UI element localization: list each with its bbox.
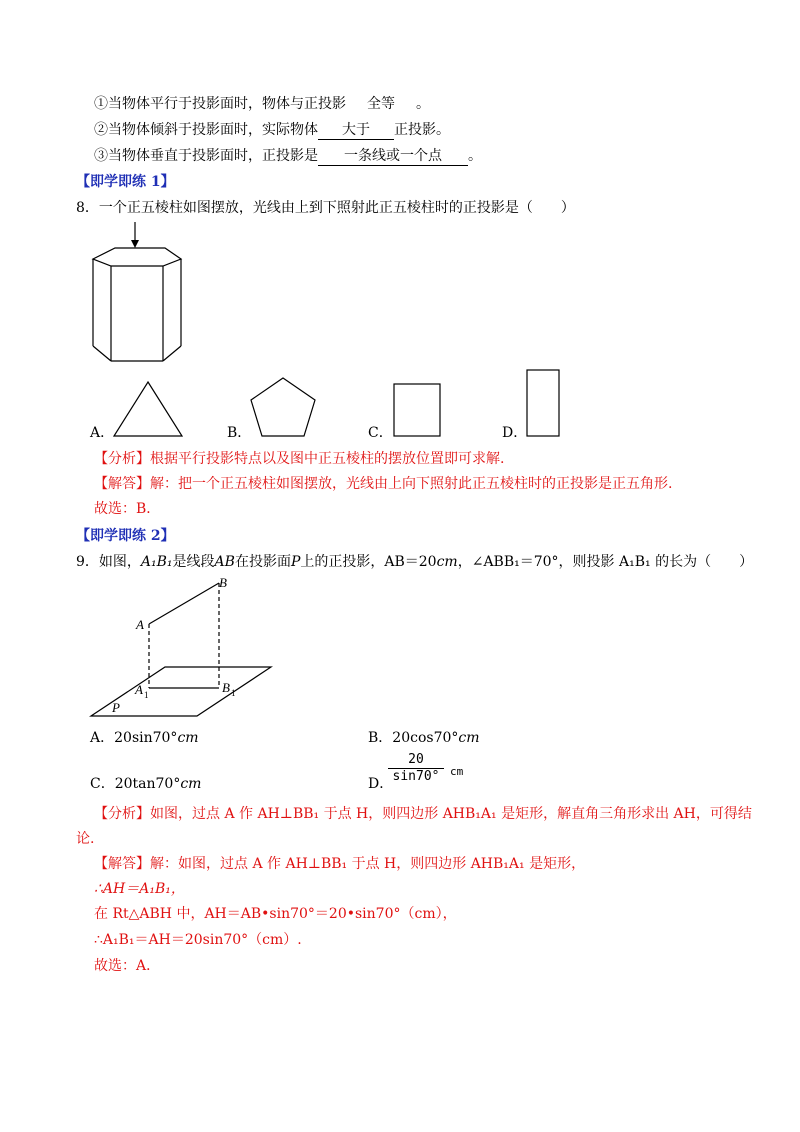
label-a: A [136, 617, 144, 632]
analysis-8: 【分析】根据平行投影特点以及图中正五棱柱的摆放位置即可求解. [94, 451, 505, 467]
fact-perpendicular: ③当物体垂直于投影面时，正投影是 一条线或一个点 。 [94, 148, 482, 164]
step-9-1: ∴AH＝A₁B₁， [94, 881, 185, 897]
step-9-3: ∴A₁B₁＝AH＝20sin70°（cm）. [94, 932, 302, 948]
option-9b: B．20cos70°cm [368, 730, 480, 746]
solution-9: 【解答】解：如图，过点 A 作 AH⊥BB₁ 于点 H，则四边形 AHB₁A₁ 是矩形， [94, 856, 586, 872]
answer-9: 故选：A． [94, 958, 161, 974]
practice-2-heading: 【即学即练 2】 [76, 528, 175, 544]
fraction-denominator: sin70° [392, 769, 440, 784]
option-b-pentagon [248, 376, 318, 440]
answer-8: 故选：B． [94, 501, 161, 517]
fact-oblique: ②当物体倾斜于投影面时，实际物体 大于 正投影。 [94, 122, 450, 138]
projection-figure [88, 574, 288, 722]
fact-parallel: ①当物体平行于投影面时，物体与正投影 全等 。 [94, 96, 430, 112]
fact-blank-2: 大于 [318, 121, 394, 140]
step-9-2: 在 Rt△ABH 中，AH＝AB•sin70°＝20•sin70°（cm）， [94, 906, 457, 922]
pentagonal-prism-figure [85, 218, 185, 368]
fact-blank-1: 全等 [367, 96, 395, 112]
option-c-label: C． [368, 425, 393, 441]
option-d-rectangle [526, 369, 562, 439]
option-9d-unit: cm [450, 765, 464, 778]
option-d-label: D． [502, 425, 528, 441]
option-c-square [393, 383, 443, 439]
option-a-label: A． [90, 425, 115, 441]
option-9c: C．20tan70°cm [90, 776, 202, 792]
label-b1-sub: 1 [231, 688, 236, 698]
option-9d-fraction [388, 752, 444, 785]
label-a1-sub: 1 [144, 690, 149, 700]
option-b-label: B． [227, 425, 252, 441]
label-b1: B [222, 680, 230, 695]
solution-8: 【解答】解：把一个正五棱柱如图摆放，光线由上向下照射此正五棱柱时的正投影是正五角形. [94, 476, 673, 492]
label-p: P [112, 700, 120, 715]
question-8: 8．一个正五棱柱如图摆放，光线由上到下照射此正五棱柱时的正投影是（ ） [76, 200, 575, 216]
option-a-triangle [112, 380, 184, 440]
analysis-9-line2: 论. [76, 831, 95, 847]
fact-blank-3: 一条线或一个点 [318, 147, 468, 166]
practice-1-heading: 【即学即练 1】 [76, 174, 175, 190]
fraction-numerator: 20 [388, 752, 444, 769]
analysis-9-line1: 【分析】如图，过点 A 作 AH⊥BB₁ 于点 H，则四边形 AHB₁A₁ 是矩形，解直角三角形求出 AH，可得结 [94, 806, 752, 822]
option-9a: A．20sin70°cm [90, 730, 199, 746]
label-a1: A [135, 682, 143, 697]
label-b: B [219, 575, 227, 590]
question-9: 9．如图，A₁B₁是线段AB在投影面P上的正投影，AB＝20cm，∠ABB₁＝70°，则投影 A₁B₁ 的长为（ ） [76, 554, 754, 570]
option-9d-label: D． [368, 776, 394, 792]
